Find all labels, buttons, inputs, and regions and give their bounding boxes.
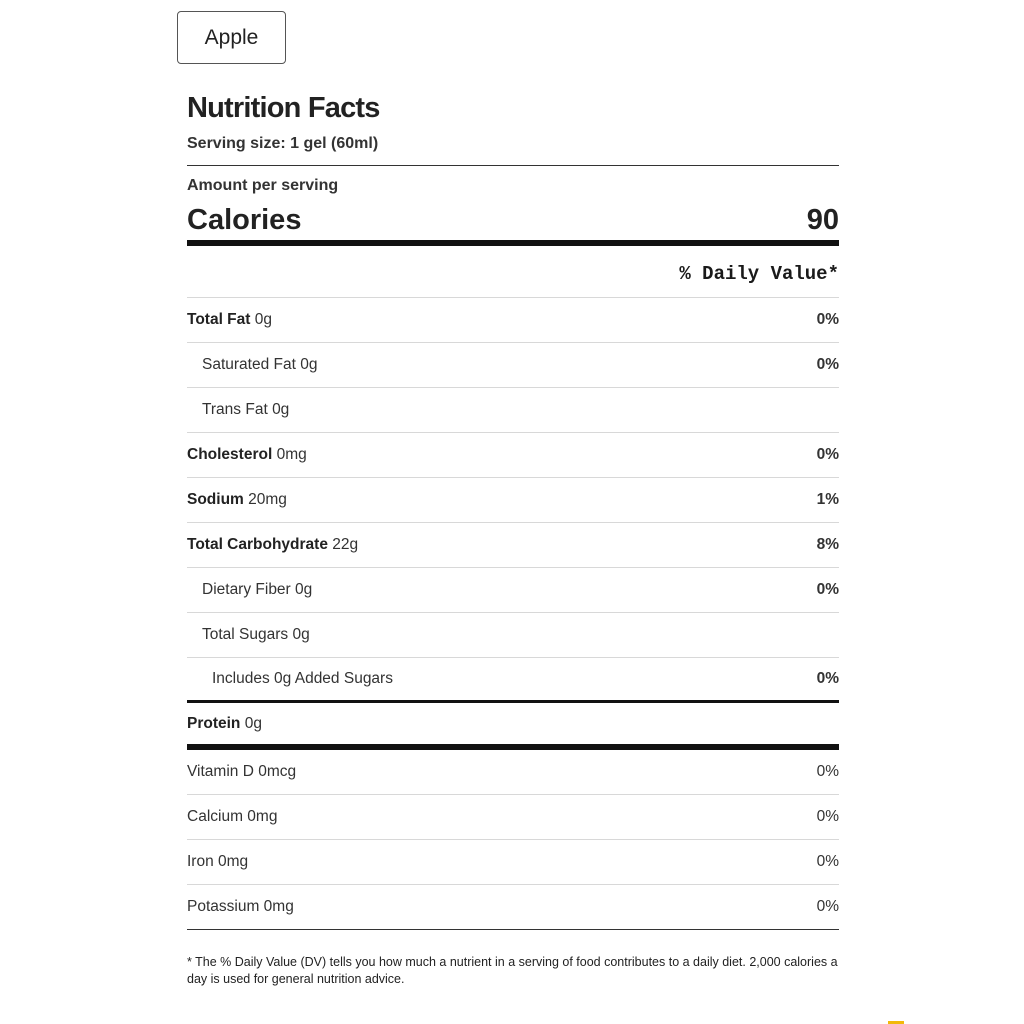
vitamin-dv: 0% (816, 763, 839, 780)
calories-value: 90 (806, 204, 839, 236)
nutrient-row-sodium (187, 478, 839, 523)
nutrient-dv: 8% (816, 536, 839, 553)
nutrition-title: Nutrition Facts (187, 92, 380, 124)
calories-label: Calories (187, 204, 302, 236)
vitamin-name: Vitamin D 0mcg (187, 763, 297, 780)
nutrient-dv: 0% (816, 581, 839, 598)
nutrient-name: Protein (187, 714, 241, 732)
amount-per-serving-label: Amount per serving (187, 177, 339, 194)
vitamin-row-iron (187, 840, 839, 885)
nutrient-dv: 0% (816, 670, 839, 687)
nutrient-name: Total Carbohydrate (187, 536, 328, 553)
nutrient-row-saturated-fat (187, 343, 839, 388)
nutrient-dv: 1% (816, 491, 839, 508)
nutrient-amount: 0g (292, 626, 310, 643)
vitamin-name: Calcium 0mg (187, 808, 278, 825)
vitamin-name: Potassium 0mg (187, 898, 294, 915)
nutrient-name: Saturated Fat (202, 356, 296, 373)
nutrient-amount: 0g (244, 714, 262, 732)
nutrient-amount: 0g (254, 311, 272, 328)
vitamin-dv: 0% (816, 898, 839, 915)
vitamin-dv: 0% (816, 853, 839, 870)
nutrient-name: Cholesterol (187, 446, 273, 463)
vitamin-row-vitamin-d (187, 750, 839, 795)
nutrient-amount: 0mg (276, 446, 307, 463)
nutrient-dv: 0% (816, 446, 839, 463)
nutrient-dv: 0% (816, 356, 839, 373)
nutrient-row-total-sugars (187, 613, 839, 658)
nutrient-amount: 0g (295, 581, 313, 598)
nutrient-name: Trans Fat (202, 401, 268, 418)
nutrient-amount: 0g (272, 401, 290, 418)
vitamin-row-calcium (187, 795, 839, 840)
nutrient-row-added-sugars (187, 658, 839, 703)
nutrient-amount: 0g (300, 356, 318, 373)
nutrient-row-total-carbohydrate (187, 523, 839, 568)
serving-size: Serving size: 1 gel (60ml) (187, 133, 839, 166)
nutrient-name: Dietary Fiber (202, 581, 291, 598)
flavor-apple-button[interactable]: Apple (177, 11, 286, 64)
nutrient-row-total-fat (187, 298, 839, 343)
vitamin-row-potassium (187, 885, 839, 930)
nutrition-facts-panel (187, 88, 839, 988)
nutrient-row-protein (187, 703, 839, 750)
nutrient-dv: 0% (816, 311, 839, 328)
nutrient-name: Total Fat (187, 311, 251, 328)
daily-value-footnote: * The % Daily Value (DV) tells you how much a nutrient in a serving of food contributes to a daily diet. 2,000 calories a day is used for general nutrition advice. (187, 955, 838, 986)
nutrient-row-cholesterol (187, 433, 839, 478)
nutrient-name: Sodium (187, 491, 244, 508)
nutrient-name: Includes 0g Added Sugars (212, 670, 393, 687)
nutrient-row-dietary-fiber (187, 568, 839, 613)
nutrient-name: Total Sugars (202, 626, 289, 643)
nutrient-row-trans-fat (187, 388, 839, 433)
daily-value-header: % Daily Value* (187, 246, 839, 298)
vitamin-name: Iron 0mg (187, 853, 249, 870)
nutrient-amount: 20mg (248, 491, 287, 508)
nutrient-amount: 22g (332, 536, 359, 553)
calories-row (187, 196, 839, 246)
vitamin-dv: 0% (816, 808, 839, 825)
